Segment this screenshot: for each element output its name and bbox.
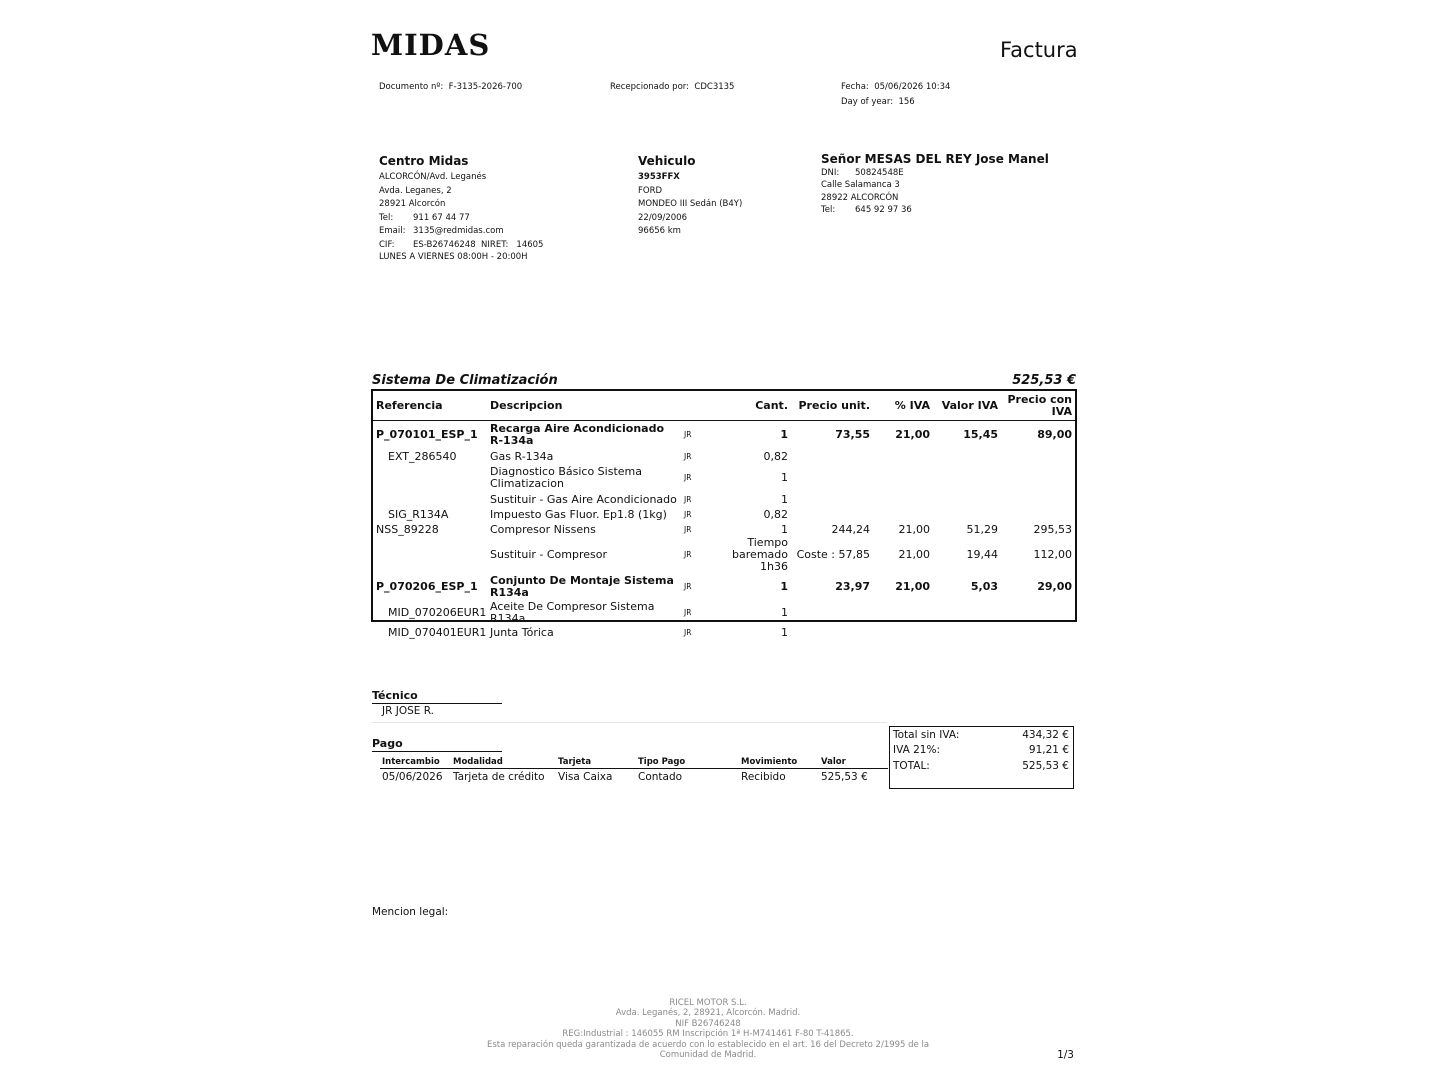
item-referencia: EXT_286540 [388,449,457,463]
recepcionado-label: Recepcionado por: [610,82,689,92]
item-precio-con-iva [1001,601,1075,625]
cliente-block [821,152,1049,217]
col-valor-iva: Valor IVA [933,391,1001,421]
totals-box [889,726,1074,789]
pago-col-tarjeta: Tarjeta [558,757,592,767]
item-valor-iva [933,449,1001,464]
item-precio-unit: 23,97 [835,580,870,593]
dni-label: DNI: [821,168,840,178]
page-number: 1/3 [1057,1049,1074,1061]
footer [480,998,936,1060]
items-body [373,421,1075,641]
table-row [373,421,1075,450]
table-row [373,522,1075,537]
item-precio-unit: 73,55 [835,428,870,441]
section-title: Sistema De Climatización [372,373,558,388]
item-valor-iva [933,464,1001,492]
item-pct-iva: 21,00 [895,580,930,593]
cliente-direccion: Calle Salamanca 3 [821,180,900,191]
total-label: TOTAL: [893,760,930,772]
total-value: 525,53 € [1022,760,1069,772]
item-precio-con-iva: 112,00 [1033,548,1072,561]
centro-block [379,154,543,263]
item-valor-iva: 15,45 [963,428,998,441]
iva-label: IVA 21%: [893,744,941,756]
item-valor-iva [933,507,1001,522]
col-tecnico [681,391,703,421]
item-valor-iva: 19,44 [966,548,998,561]
total-sin-iva-value: 434,32 € [1022,729,1069,741]
item-valor-iva [933,625,1001,640]
cliente-tel [821,204,1049,216]
item-cantidad: 1 [781,471,788,484]
niret-value: 14605 [516,239,544,250]
pago-title: Pago [372,737,502,752]
item-precio-con-iva: 295,53 [1033,522,1072,536]
item-referencia [373,464,487,492]
item-cantidad: 1 [781,522,788,536]
item-precio-unit [791,601,873,625]
item-precio-con-iva [1001,507,1075,522]
item-precio-con-iva [1001,449,1075,464]
item-cantidad: 1 [781,606,788,619]
item-descripcion: Junta Tórica [490,625,554,639]
item-descripcion: Gas R-134a [490,449,554,463]
item-pct-iva: 21,00 [898,522,930,536]
footer-nif: NIF B26746248 [675,1018,741,1029]
divider [372,722,887,723]
item-pct-iva [873,601,933,625]
pago-col-intercambio: Intercambio [382,757,440,767]
item-pct-iva: 21,00 [895,428,930,441]
recepcionado-value: CDC3135 [694,82,735,92]
item-tecnico: JR [684,430,692,439]
total-row [893,760,1069,772]
col-cantidad: Cant. [703,391,791,421]
niret-label: NIRET: [481,239,509,250]
centro-line2: Avda. Leganes, 2 [379,185,452,196]
item-tecnico: JR [684,524,692,534]
centro-cif [379,239,543,251]
pago-intercambio: 05/06/2026 [382,771,443,783]
table-row [373,537,1075,573]
item-precio-con-iva [1001,625,1075,640]
item-precio-unit [791,449,873,464]
item-pct-iva [873,464,933,492]
item-pct-iva [873,492,933,507]
item-valor-iva: 5,03 [970,580,998,593]
day-value: 156 [898,97,915,107]
fecha-label: Fecha: [841,82,869,92]
documento-label: Documento nº: [379,82,444,92]
item-precio-unit [791,492,873,507]
item-tecnico: JR [684,509,692,519]
centro-horario: LUNES A VIERNES 08:00H - 20:00H [379,251,528,262]
item-tecnico: JR [684,608,692,617]
total-sin-iva-label: Total sin IVA: [893,729,960,741]
col-precio-unit: Precio unit. [791,391,873,421]
document-title: Factura [1000,38,1078,62]
item-cantidad: 1 [781,492,788,506]
vehiculo-matricula: 3953FFX [638,172,680,182]
centro-title: Centro Midas [379,154,469,168]
item-cantidad: 1 [780,580,788,593]
day-of-year [841,97,915,107]
item-cantidad: 1 [781,625,788,639]
items-table [373,391,1075,640]
centro-email [379,225,543,239]
footer-garantia: Esta reparación queda garantizada de acuerdo con lo establecido en el art. 16 del Decreto 2/1995 de la Comunidad de Madrid. [486,1039,930,1061]
item-pct-iva: 21,00 [898,548,930,561]
item-precio-con-iva [1001,492,1075,507]
pago-tipo: Contado [638,771,683,783]
item-referencia: SIG_R134A [388,507,449,521]
pago-col-valor: Valor [821,757,846,767]
col-precio-con-iva: Precio con IVA [1001,391,1075,421]
item-tecnico: JR [684,473,692,482]
vehiculo-fecha: 22/09/2006 [638,212,687,223]
tecnico-title: Técnico [372,689,502,704]
table-row [373,573,1075,601]
fecha-value: 05/06/2026 10:34 [874,82,951,92]
item-precio-unit [791,507,873,522]
cliente-tel-value: 645 92 97 36 [855,205,912,216]
cliente-dni [821,167,1049,179]
dni-value: 50824548E [855,168,904,178]
table-row [373,449,1075,464]
pago-col-movimiento: Movimiento [741,757,798,767]
iva-row [893,744,1069,756]
item-cantidad: 0,82 [763,449,788,463]
item-precio-con-iva [1001,464,1075,492]
item-descripcion: Impuesto Gas Fluor. Ep1.8 (1kg) [490,507,667,521]
item-pct-iva [873,449,933,464]
item-cantidad: Tiempo baremado 1h36 [732,536,788,573]
item-cantidad: 1 [780,428,788,441]
cif-value: ES-B26746248 [413,239,476,250]
centro-line1: ALCORCÓN/Avd. Leganés [379,172,487,182]
cliente-ciudad: 28922 ALCORCÓN [821,192,899,203]
iva-value: 91,21 € [1028,744,1069,756]
item-tecnico: JR [684,582,692,591]
recepcionado-por [610,82,734,92]
item-referencia: P_070206_ESP_1 [376,580,478,593]
table-header-row [373,391,1075,421]
item-precio-con-iva: 89,00 [1037,428,1072,441]
fecha [841,82,950,92]
item-tecnico: JR [684,627,692,637]
item-descripcion: Aceite De Compresor Sistema R134a [490,600,655,625]
item-tecnico: JR [684,494,692,504]
footer-address: Avda. Leganés, 2, 28921, Alcorcón. Madrid. [615,1008,801,1019]
pago-header-line [380,768,888,769]
item-precio-unit: 244,24 [831,522,870,536]
pago-modalidad: Tarjeta de crédito [453,771,545,783]
item-referencia: MID_070401EUR1 [388,625,487,639]
centro-line3: 28921 Alcorcón [379,199,446,210]
item-descripcion: Sustituir - Gas Aire Acondicionado [490,492,677,506]
table-row [373,507,1075,522]
col-referencia: Referencia [373,391,487,421]
cif-label: CIF: [379,239,395,250]
midas-logo: MIDAS [371,28,491,62]
item-referencia: P_070101_ESP_1 [376,428,478,441]
pago-movimiento: Recibido [741,771,786,783]
day-label: Day of year: [841,97,894,107]
pago-col-tipo: Tipo Pago [638,757,686,767]
table-row [373,464,1075,492]
item-descripcion: Recarga Aire Acondicionado R-134a [490,422,665,447]
total-sin-iva-row [893,729,1069,741]
item-descripcion: Diagnostico Básico Sistema Climatizacion [490,465,642,490]
cliente-tel-label: Tel: [821,205,836,216]
item-descripcion: Conjunto De Montaje Sistema R134a [490,574,674,599]
cliente-title: Señor MESAS DEL REY Jose Manel [821,152,1049,166]
table-row [373,625,1075,640]
items-table-box [371,389,1077,639]
col-pct-iva: % IVA [873,391,933,421]
pago-tarjeta: Visa Caixa [558,771,613,783]
item-referencia: NSS_89228 [376,522,439,536]
item-precio-unit [791,625,873,640]
item-valor-iva: 51,29 [966,522,998,536]
vehiculo-block [638,154,742,239]
table-row [373,492,1075,507]
item-referencia [373,492,487,507]
footer-company: RICEL MOTOR S.L. [669,998,747,1008]
item-precio-unit [791,464,873,492]
vehiculo-marca: FORD [638,185,663,196]
item-descripcion: Sustituir - Compresor [490,548,608,561]
item-cantidad: 0,82 [763,507,788,521]
email-value: 3135@redmidas.com [413,226,504,237]
item-pct-iva [873,625,933,640]
mencion-legal: Mencion legal: [372,906,449,918]
pago-col-modalidad: Modalidad [453,757,503,767]
documento-number [379,82,522,92]
item-pct-iva [873,507,933,522]
item-valor-iva [933,601,1001,625]
centro-tel [379,212,543,226]
item-referencia: MID_070206EUR1 [388,606,487,619]
tel-value: 911 67 44 77 [413,212,470,223]
documento-value: F-3135-2026-700 [448,82,523,92]
email-label: Email: [379,226,406,237]
vehiculo-modelo: MONDEO III Sedán (B4Y) [638,199,743,210]
section-total: 525,53 € [1012,373,1076,388]
vehiculo-km: 96656 km [638,226,681,237]
item-referencia [373,537,487,573]
item-precio-unit: Coste : 57,85 [796,548,870,561]
vehiculo-title: Vehiculo [638,154,696,168]
col-descripcion: Descripcion [487,391,681,421]
tecnico-name: JR JOSE R. [382,705,434,717]
item-tecnico: JR [684,550,692,559]
pago-valor: 525,53 € [821,771,868,783]
footer-registro: REG:Industrial : 146055 RM Inscripción 1ª H-M741461 F-80 T-41865. [562,1029,854,1040]
tel-label: Tel: [379,212,394,223]
item-precio-con-iva: 29,00 [1037,580,1072,593]
table-row [373,601,1075,625]
item-valor-iva [933,492,1001,507]
item-descripcion: Compresor Nissens [490,522,596,536]
item-tecnico: JR [684,451,692,461]
